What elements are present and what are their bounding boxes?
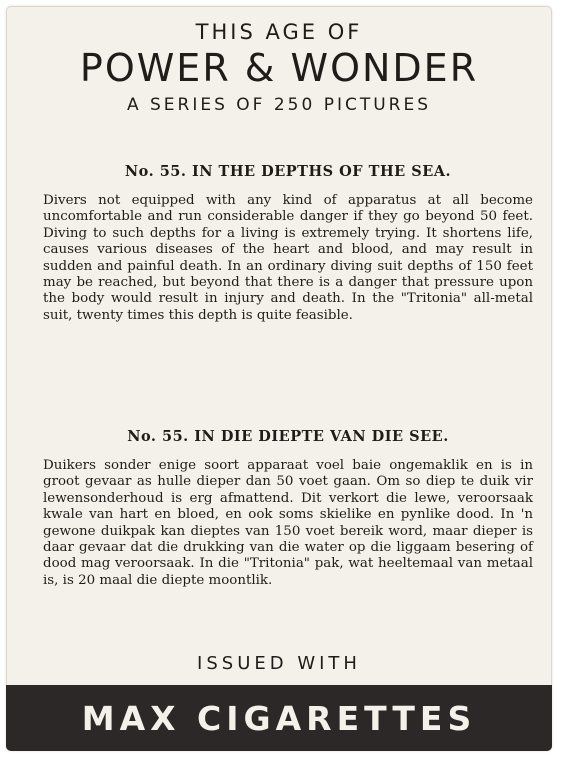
english-section [43,163,533,324]
series-title-line1: THIS AGE OF [195,20,363,44]
brand-name: MAX CIGARETTES [81,698,477,738]
afrikaans-body: Duikers sonder enige soort apparaat voel baie ongemaklik en is in groot gevaar as hulle dieper dan 50 voet gaan. Om so diep te duik vir lewensonderhoud is erg afmattend. Dit verkort die lewe, veroorsaak kwale van hart en bloed, en ook soms skielike en pynlike dood. In 'n gewone duikpak kan dieptes van 150 voet bereik word, maar dieper is daar gevaar dat die drukking van die water op die liggaam besering of dood mag veroorsaak. In die "Tritonia" pak, wat heeltemaal van metaal is, is 20 maal die diepte moontlik. [43,458,533,588]
afrikaans-title: No. 55. IN DIE DIEPTE VAN DIE SEE. [127,428,449,445]
english-title: No. 55. IN THE DEPTHS OF THE SEA. [124,163,452,180]
card-header [6,20,552,116]
series-subtitle: A SERIES OF 250 PICTURES [126,95,432,115]
english-body: Divers not equipped with any kind of apparatus at all become uncomfortable and run considerable danger if they go beyond 50 feet. Diving to such depths for a living is extremely trying. It shortens life, causes various diseases of the heart and blood, and may result in sudden and painful death. In an ordinary diving suit depths of 150 feet may be reached, but beyond that there is a danger that pressure upon the body would result in injury and death. In the "Tritonia" all-metal suit, twenty times this depth is quite feasible. [43,193,533,323]
series-title: POWER & WONDER [79,46,479,90]
cigarette-card [6,6,552,751]
issued-with-label: ISSUED WITH [197,653,361,674]
afrikaans-section [43,428,533,589]
brand-banner [6,685,552,751]
